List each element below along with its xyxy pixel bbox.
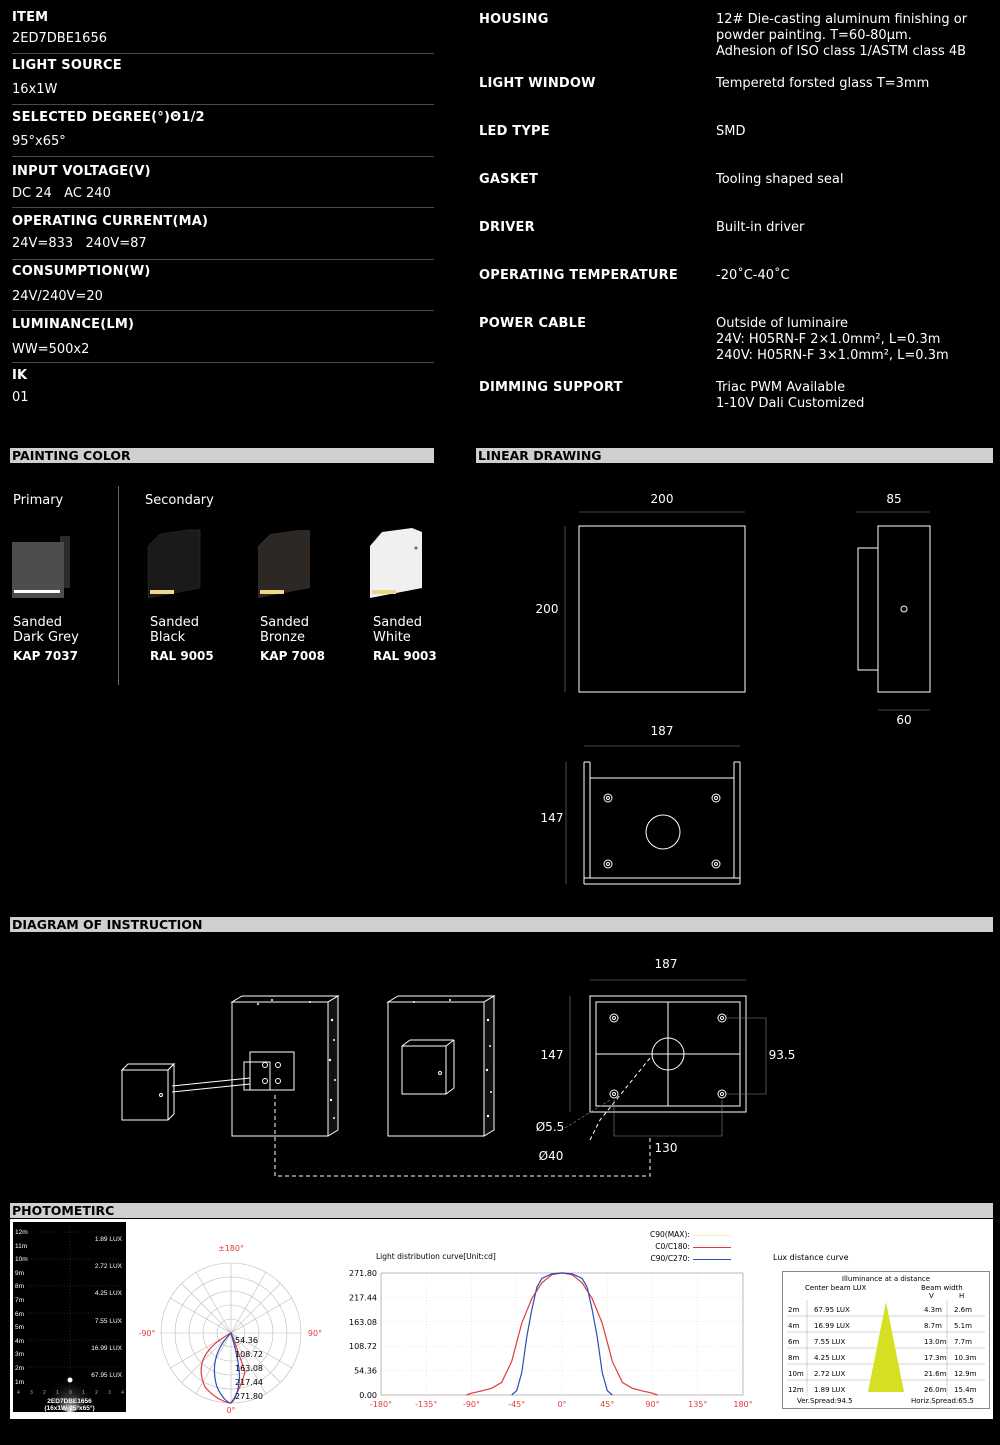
color-name: Dark Grey [13, 630, 79, 645]
lux-row-h: 12.9m [954, 1370, 977, 1378]
lux-label: 2.72 LUX [94, 1263, 122, 1271]
lux-row-value: 4.25 LUX [814, 1354, 846, 1362]
y-tick-label: 217.44 [349, 1293, 377, 1303]
spec-row-degree [12, 110, 434, 157]
spec-row-ik [12, 368, 434, 410]
x-tick-label: -180° [369, 1400, 393, 1409]
spec-row-item [12, 10, 434, 54]
instruction-diagram [10, 940, 1000, 1200]
distance-row: 7m [15, 1296, 25, 1304]
distance-labels [15, 1226, 28, 1389]
color-code: KAP 7008 [260, 649, 325, 663]
caption-line: (16x1W-95°x65°) [44, 1405, 95, 1412]
x-tick-label: -45° [508, 1400, 526, 1409]
spec-value: 24V=833 240V=87 [12, 236, 147, 251]
lux-label: 7.55 LUX [94, 1317, 122, 1325]
lux-row-v: 4.3m [924, 1306, 942, 1314]
legend-swatch [693, 1247, 731, 1248]
axis-tick: 3 [108, 1390, 111, 1396]
spec-label: DIMMING SUPPORT [479, 380, 623, 395]
legend-item [650, 1241, 731, 1253]
lux-label: 16.99 LUX [91, 1344, 122, 1352]
lux-row-distance: 6m [788, 1338, 800, 1346]
lux-table-title: Illuminance at a distance [841, 1275, 931, 1283]
lux-row-v: 8.7m [924, 1322, 942, 1330]
x-tick-label: 45° [600, 1400, 615, 1409]
distance-row: 6m [15, 1310, 25, 1318]
x-tick-label: 135° [688, 1400, 708, 1409]
swatch-white [370, 528, 422, 598]
dim-hole-spacing-h: 130 [654, 1141, 678, 1155]
lux-row [783, 1366, 989, 1382]
polar-ring-label: 54.36 [235, 1336, 258, 1345]
bottom-view [584, 762, 740, 884]
spec-value: 01 [12, 390, 29, 405]
dim-bottom-width: 187 [650, 724, 674, 738]
lux-row-v: 17.3m [924, 1354, 947, 1362]
legend-label: C90(MAX): [650, 1230, 690, 1239]
lux-row [783, 1302, 989, 1318]
swatch-dark-grey [12, 536, 70, 598]
mounting-template [590, 996, 746, 1112]
legend-label: C90/C270: [650, 1254, 690, 1263]
spec-value: 12# Die-casting aluminum finishing or powder painting. T=60-80μm. Adhesion of ISO class 1/ASTM class 4B [716, 12, 968, 59]
spec-value: 95°x65° [12, 134, 66, 149]
secondary-label: Secondary [145, 493, 214, 508]
linear-drawing [476, 470, 1000, 910]
y-tick-label: 271.80 [349, 1269, 377, 1278]
y-tick-label: 163.08 [349, 1317, 377, 1327]
lux-row-value: 2.72 LUX [814, 1370, 846, 1378]
section-bar-instruction: DIAGRAM OF INSTRUCTION [10, 917, 993, 932]
lux-row-h: 5.1m [954, 1322, 972, 1330]
lux-curve-title: Lux distance curve [773, 1253, 849, 1262]
polar-chart [135, 1237, 350, 1417]
lux-row-value: 7.55 LUX [814, 1338, 846, 1346]
polar-top-label: ±180° [218, 1244, 244, 1253]
dim-template-height: 147 [540, 1048, 564, 1062]
axis-tick: 1 [56, 1390, 59, 1396]
curve-title: Light distribution curve[Unit:cd] [376, 1252, 496, 1261]
lux-row-distance: 2m [788, 1306, 800, 1314]
spec-value: WW=500x2 [12, 342, 90, 357]
axis-tick: 3 [30, 1390, 33, 1396]
polar-right-label: 90° [307, 1329, 323, 1338]
spec-label: POWER CABLE [479, 316, 587, 331]
spec-label: LUMINANCE(LM) [12, 317, 135, 332]
spec-label: LIGHT SOURCE [12, 58, 122, 73]
spec-value: 2ED7DBE1656 [12, 31, 107, 46]
distance-row: 1m [15, 1378, 25, 1386]
axis-tick: 1 [82, 1390, 85, 1396]
lux-col-center: Center beam LUX [805, 1284, 867, 1292]
dim-bottom-height: 147 [540, 811, 564, 825]
distance-row: 10m [15, 1256, 28, 1264]
polar-ring-label: 217.44 [235, 1378, 263, 1387]
swatch-bronze [258, 530, 310, 598]
lux-row-distance: 8m [788, 1354, 800, 1362]
distance-row: 2m [15, 1364, 25, 1372]
dim-front-width: 200 [650, 492, 674, 506]
legend-label: C0/C180: [655, 1242, 690, 1251]
spec-label: ITEM [12, 10, 49, 25]
curve-legend [650, 1229, 731, 1265]
polar-left-label: -90° [138, 1329, 156, 1338]
spec-value: SMD [716, 124, 746, 139]
spec-row-luminance [12, 317, 434, 363]
spec-label: INPUT VOLTAGE(V) [12, 164, 151, 179]
ver-spread: Ver.Spread:94.5 [797, 1397, 853, 1405]
lux-row [783, 1334, 989, 1350]
swatch-label-bronze [260, 615, 325, 663]
distance-row: 5m [15, 1324, 25, 1332]
color-code: KAP 7037 [13, 649, 78, 663]
lux-row-v: 21.6m [924, 1370, 947, 1378]
spec-value: Temperetd forsted glass T=3mm [716, 76, 930, 91]
lux-col-beam: Beam width [921, 1284, 963, 1292]
spec-row-light-source [12, 58, 434, 105]
distance-row: 3m [15, 1351, 25, 1359]
spec-label: IK [12, 368, 28, 383]
distance-axis [17, 1390, 124, 1396]
lux-row-v: 13.0m [924, 1338, 947, 1346]
lux-row [783, 1382, 989, 1398]
spec-value: Built-in driver [716, 220, 805, 235]
legend-item [650, 1229, 731, 1241]
lux-label: 1.89 LUX [94, 1236, 122, 1243]
lux-col-v: V [929, 1292, 934, 1300]
spec-value: DC 24 AC 240 [12, 186, 111, 201]
primary-label: Primary [13, 493, 64, 508]
dim-side-width: 85 [886, 492, 902, 506]
side-view [878, 526, 930, 692]
front-view [579, 526, 745, 692]
spec-label: HOUSING [479, 12, 549, 27]
lux-row-distance: 4m [788, 1322, 800, 1330]
swatch-label-black [150, 615, 214, 663]
y-tick-label: 0.00 [359, 1391, 377, 1400]
legend-swatch [693, 1259, 731, 1260]
spec-label: CONSUMPTION(W) [12, 264, 151, 279]
distance-lux-labels [91, 1226, 122, 1389]
x-tick-label: 0° [557, 1400, 567, 1409]
distance-row: 11m [15, 1242, 28, 1250]
polar-bottom-label: 0° [226, 1406, 236, 1415]
axis-tick: 4 [17, 1390, 20, 1396]
spec-value: Triac PWM Available 1-10V Dali Customized [716, 380, 865, 411]
polar-ring-label: 163.08 [235, 1364, 263, 1373]
lux-row-h: 10.3m [954, 1354, 977, 1362]
axis-tick: 2 [95, 1390, 98, 1396]
lux-row-h: 7.7m [954, 1338, 972, 1346]
spec-label: DRIVER [479, 220, 535, 235]
wall-panel-2 [388, 996, 494, 1136]
distance-row: 4m [15, 1337, 25, 1345]
color-name: Sanded [13, 615, 62, 630]
dim-center-diameter: Ø40 [538, 1149, 564, 1163]
y-tick-label: 54.36 [354, 1366, 377, 1376]
lux-col-h: H [959, 1292, 965, 1300]
lux-row-h: 15.4m [954, 1386, 977, 1394]
axis-tick: 2 [43, 1390, 46, 1396]
axis-tick: 0 [69, 1390, 72, 1396]
color-name: White [373, 630, 411, 645]
color-name: Sanded [150, 615, 199, 630]
lux-row [783, 1318, 989, 1334]
lux-row-value: 1.89 LUX [814, 1386, 846, 1394]
polar-ring-label: 108.72 [235, 1350, 263, 1359]
lux-row-value: 16.99 LUX [814, 1322, 850, 1330]
spec-row-consumption [12, 264, 434, 311]
spec-label: LED TYPE [479, 124, 550, 139]
wall-panel-1 [232, 996, 338, 1136]
spec-label: SELECTED DEGREE(°)Θ1/2 [12, 110, 205, 125]
spec-value: Outside of luminaire 24V: H05RN-F 2×1.0mm², L=0.3m 240V: H05RN-F 3×1.0mm², L=0.3m [716, 316, 949, 363]
lux-row-distance: 12m [788, 1386, 804, 1394]
legend-swatch [693, 1235, 731, 1236]
distance-row: 8m [15, 1283, 25, 1291]
photometric-panel [10, 1219, 993, 1419]
distance-caption [13, 1398, 126, 1412]
spec-value: 16x1W [12, 82, 58, 97]
y-tick-label: 108.72 [349, 1342, 377, 1352]
distance-row: 9m [15, 1269, 25, 1277]
mounting-box [122, 1064, 174, 1120]
caption-line: 2ED7DBE1656 [47, 1398, 92, 1405]
section-bar-painting: PAINTING COLOR [10, 448, 434, 463]
spec-label: OPERATING TEMPERATURE [479, 268, 678, 283]
lux-row-value: 67.95 LUX [814, 1306, 850, 1314]
dim-side-base: 60 [896, 713, 912, 727]
color-code: RAL 9005 [150, 649, 214, 663]
lux-distance-table [782, 1271, 990, 1409]
dim-hole-diameter: Ø5.5 [535, 1120, 565, 1134]
section-bar-linear: LINEAR DRAWING [476, 448, 993, 463]
polar-ring-label: 271.80 [235, 1392, 263, 1401]
x-tick-label: 90° [645, 1400, 660, 1409]
lux-row-h: 2.6m [954, 1306, 972, 1314]
lux-row-v: 26.0m [924, 1386, 947, 1394]
distribution-chart [340, 1263, 760, 1415]
color-code: RAL 9003 [373, 649, 437, 663]
swatch-label-dark-grey [13, 615, 79, 663]
distance-row: 12m [15, 1229, 28, 1236]
color-swatches [10, 528, 450, 608]
swatch-black [148, 530, 200, 598]
x-tick-label: -90° [462, 1400, 481, 1409]
lux-label: 4.25 LUX [94, 1290, 122, 1298]
color-name: Sanded [373, 615, 422, 630]
color-name: Sanded [260, 615, 309, 630]
x-tick-label: 180° [733, 1400, 753, 1409]
lux-label: 67.95 LUX [91, 1372, 122, 1380]
spec-label: LIGHT WINDOW [479, 76, 596, 91]
color-name: Black [150, 630, 186, 645]
spec-value: -20˚C-40˚C [716, 268, 790, 283]
lux-row [783, 1350, 989, 1366]
section-bar-photometric: PHOTOMETIRC [10, 1203, 993, 1218]
axis-tick: 4 [121, 1390, 124, 1396]
lux-row-distance: 10m [788, 1370, 804, 1378]
dim-template-width: 187 [654, 957, 678, 971]
swatch-label-white [373, 615, 437, 663]
dim-front-height: 200 [535, 602, 559, 616]
spec-value: Tooling shaped seal [716, 172, 844, 187]
spec-value: 24V/240V=20 [12, 289, 103, 304]
spec-row-current [12, 214, 434, 260]
spec-label: OPERATING CURRENT(MA) [12, 214, 209, 229]
spec-row-voltage [12, 164, 434, 208]
spec-label: GASKET [479, 172, 539, 187]
hor-spread: Horiz.Spread:65.5 [911, 1397, 974, 1405]
distance-image [13, 1222, 126, 1412]
x-tick-label: -135° [415, 1400, 438, 1409]
color-name: Bronze [260, 630, 305, 645]
dim-hole-spacing-v: 93.5 [768, 1048, 796, 1062]
